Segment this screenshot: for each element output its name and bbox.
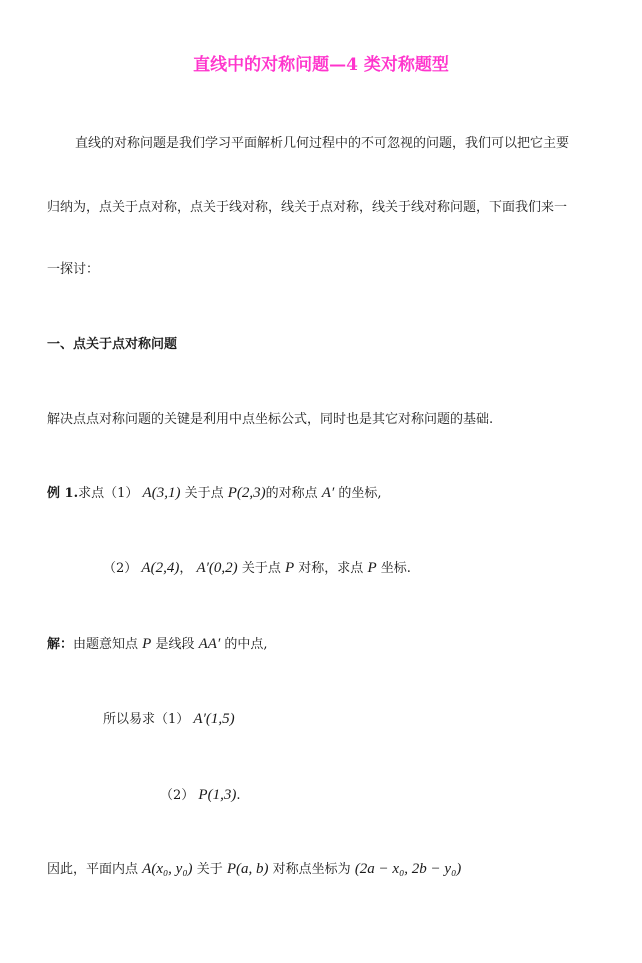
math-point-a-prime: A′(1,5) (193, 711, 235, 727)
example-text: 的坐标, (338, 486, 382, 501)
math-point-a: A(2,4) (141, 560, 180, 576)
answer-1 (103, 708, 235, 728)
example-text: 对称，求点 (298, 561, 364, 576)
answer-2 (160, 784, 240, 804)
example-text: （2） (103, 561, 138, 576)
example-1-part-1 (47, 482, 382, 502)
math-point-p: P (142, 636, 152, 652)
section-heading: 一、点关于点对称问题 (47, 337, 178, 352)
math-point-p: P(a, b) (226, 861, 269, 877)
math-point-a: A(x₀, y₀) (142, 861, 193, 877)
section-text: 解决点点对称问题的关键是利用中点坐标公式，同时也是其它对称问题的基础. (47, 412, 494, 427)
solution-text: 的中点, (224, 637, 268, 652)
intro-line-2: 归纳为，点关于点对称，点关于线对称，线关于点对称，线关于线对称问题，下面我们来一 (47, 200, 568, 215)
math-result: (2a − x₀, 2b − y₀) (354, 861, 462, 877)
example-text: ， (179, 561, 193, 576)
intro-line-3: 一探讨： (47, 262, 100, 277)
math-point-p: P (284, 560, 295, 576)
math-point-p: P(1,3) (198, 787, 237, 803)
answer-text: 所以易求（1） (103, 712, 190, 727)
solution-text: 由题意知点 (73, 637, 139, 652)
conclusion-line (47, 858, 461, 878)
answer-text: （2） (160, 788, 195, 803)
example-1-part-2 (103, 557, 411, 577)
example-text: 关于点 (184, 486, 224, 501)
example-text: 关于点 (241, 561, 281, 576)
example-text: 求点（1） (78, 486, 139, 501)
math-point-a-prime: A′ (321, 485, 335, 501)
solution-line (47, 633, 268, 653)
math-point-a-prime: A′(0,2) (196, 560, 238, 576)
conclusion-text: 因此，平面内点 (47, 862, 139, 877)
math-segment: AA′ (198, 636, 221, 652)
math-point-a: A(3,1) (142, 485, 181, 501)
intro-line-1: 直线的对称问题是我们学习平面解析几何过程中的不可忽视的问题，我们可以把它主要 (75, 136, 570, 151)
example-text: 的对称点 (265, 486, 318, 501)
example-label: 例 1. (47, 486, 79, 501)
answer-text: . (236, 788, 241, 803)
solution-label: 解： (47, 637, 74, 652)
conclusion-text: 对称点坐标为 (272, 862, 351, 877)
example-text: 坐标. (380, 561, 411, 576)
math-point-p: P(2,3) (227, 485, 266, 501)
math-point-p: P (367, 560, 377, 576)
conclusion-text: 关于 (196, 862, 223, 877)
solution-text: 是线段 (155, 637, 195, 652)
page-title: 直线中的对称问题—4 类对称题型 (193, 55, 449, 75)
